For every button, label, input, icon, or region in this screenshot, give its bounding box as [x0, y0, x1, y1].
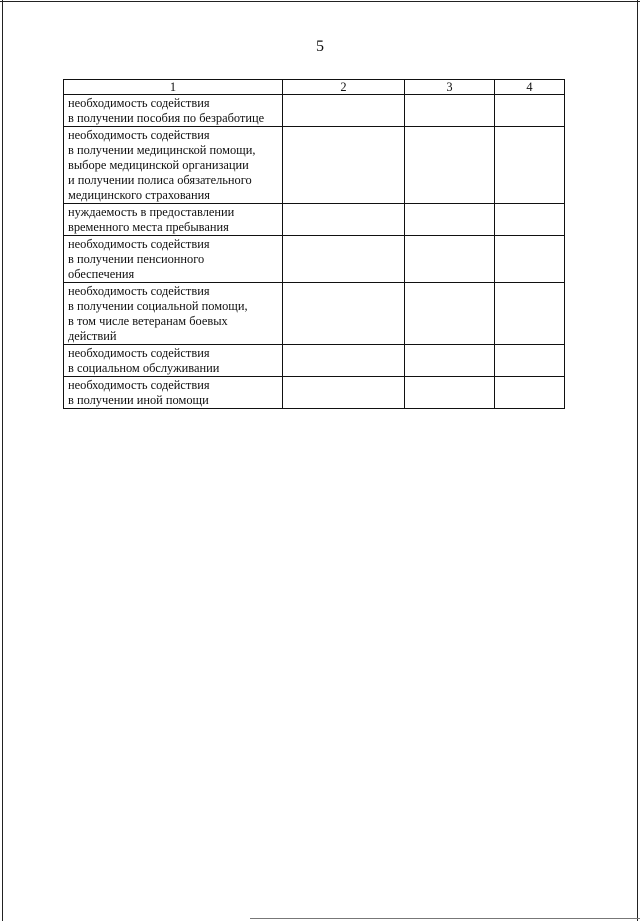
form-table — [63, 79, 565, 409]
table-cell-col4 — [495, 127, 565, 204]
row-label-line: в получении пенсионного — [68, 252, 205, 266]
table-cell-col3 — [405, 236, 495, 283]
column-header-1: 1 — [64, 80, 283, 95]
row-label-line: в социальном обслуживании — [68, 361, 220, 375]
row-label-cell — [64, 127, 283, 204]
table-row — [64, 377, 565, 409]
table-cell-col4 — [495, 95, 565, 127]
row-label-line: действий — [68, 329, 117, 343]
table-row — [64, 95, 565, 127]
table-cell-col2 — [283, 377, 405, 409]
row-label-line: в получении социальной помощи, — [68, 299, 248, 313]
table-cell-col3 — [405, 345, 495, 377]
table-cell-col3 — [405, 95, 495, 127]
table-cell-col3 — [405, 377, 495, 409]
row-label-line: необходимость содействия — [68, 237, 210, 251]
page-number: 5 — [316, 38, 324, 55]
table-row — [64, 345, 565, 377]
row-label-line: необходимость содействия — [68, 96, 210, 110]
row-label-line: нуждаемость в предоставлении — [68, 205, 235, 219]
table-cell-col2 — [283, 236, 405, 283]
row-label-cell — [64, 377, 283, 409]
table-cell-col2 — [283, 345, 405, 377]
table-header-row — [64, 80, 565, 95]
row-label-cell — [64, 95, 283, 127]
table-cell-col4 — [495, 204, 565, 236]
row-label-line: в получении пособия по безработице — [68, 111, 265, 125]
table-row — [64, 127, 565, 204]
table-cell-col2 — [283, 95, 405, 127]
table-row — [64, 204, 565, 236]
table-cell-col4 — [495, 236, 565, 283]
row-label-line: в том числе ветеранам боевых — [68, 314, 228, 328]
row-label-cell — [64, 204, 283, 236]
table-cell-col3 — [405, 204, 495, 236]
row-label-line: медицинского страхования — [68, 188, 210, 202]
table-cell-col4 — [495, 345, 565, 377]
row-label-line: необходимость содействия — [68, 284, 210, 298]
table-row — [64, 236, 565, 283]
column-header-4: 4 — [495, 80, 565, 95]
scan-edge-bottom — [250, 918, 640, 919]
row-label-line: в получении медицинской помощи, — [68, 143, 256, 157]
row-label-line: выборе медицинской организации — [68, 158, 249, 172]
row-label-cell — [64, 236, 283, 283]
row-label-line: обеспечения — [68, 267, 135, 281]
scan-edge-left — [2, 0, 3, 921]
table-cell-col4 — [495, 283, 565, 345]
table-cell-col3 — [405, 127, 495, 204]
row-label-cell — [64, 345, 283, 377]
row-label-line: необходимость содействия — [68, 378, 210, 392]
row-label-line: необходимость содействия — [68, 128, 210, 142]
table-row — [64, 283, 565, 345]
table-cell-col4 — [495, 377, 565, 409]
row-label-line: необходимость содействия — [68, 346, 210, 360]
row-label-cell — [64, 283, 283, 345]
row-label-line: временного места пребывания — [68, 220, 229, 234]
table-cell-col3 — [405, 283, 495, 345]
row-label-line: в получении иной помощи — [68, 393, 209, 407]
table-cell-col2 — [283, 127, 405, 204]
row-label-line: и получении полиса обязательного — [68, 173, 252, 187]
table-cell-col2 — [283, 204, 405, 236]
column-header-3: 3 — [405, 80, 495, 95]
scan-edge-right — [637, 0, 638, 921]
scan-edge-top — [0, 1, 640, 2]
column-header-2: 2 — [283, 80, 405, 95]
table-cell-col2 — [283, 283, 405, 345]
